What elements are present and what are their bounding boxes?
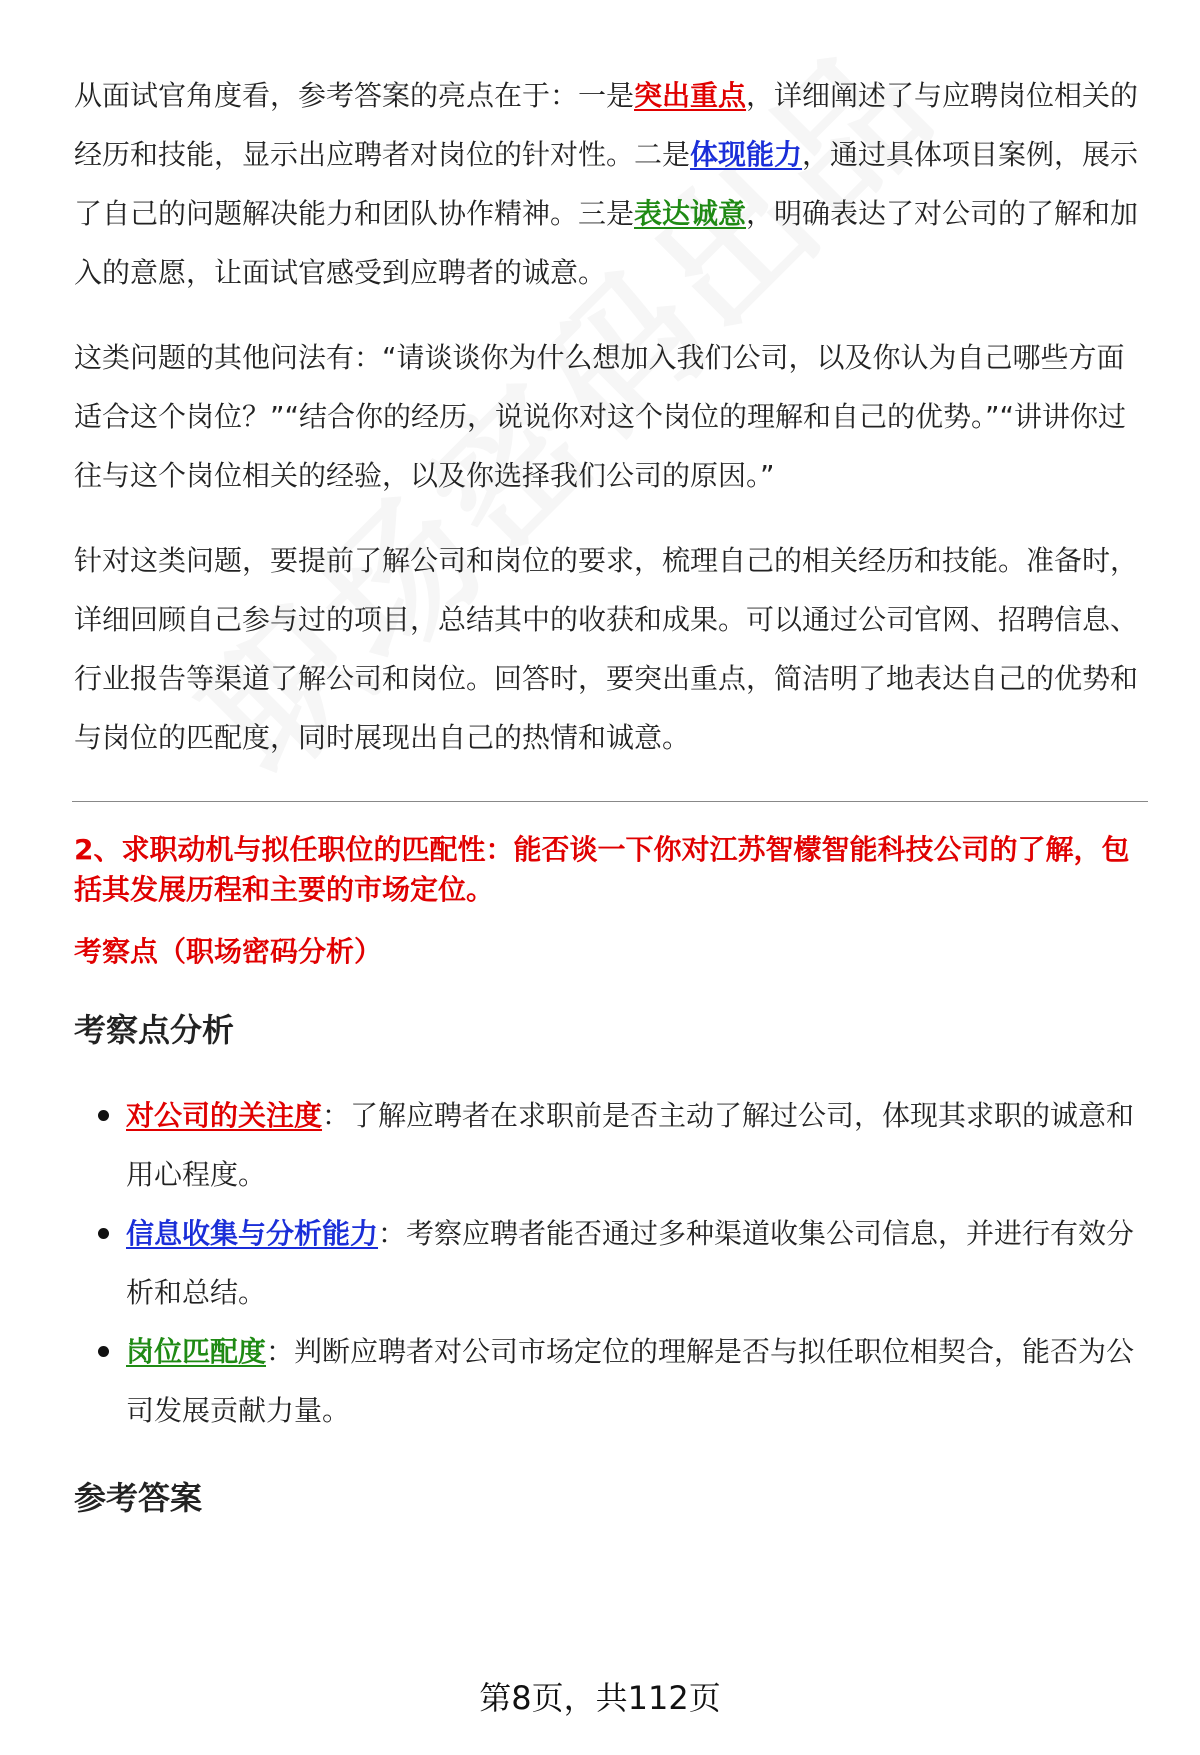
analysis-list (74, 1086, 1148, 1440)
list-item (126, 1322, 1148, 1440)
question-heading: 2、求职动机与拟任职位的匹配性：能否谈一下你对江苏智檬智能科技公司的了解，包括其发展历程和主要的市场定位。 (74, 833, 1130, 906)
bullet-icon (98, 1346, 109, 1357)
highlight-focus: 突出重点 (634, 79, 747, 112)
list-item (126, 1204, 1148, 1322)
point-text: ：了解应聘者在求职前是否主动了解过公司，体现其求职的诚意和用心程度。 (126, 1099, 1135, 1191)
paragraph-text: 从面试官角度看，参考答案的亮点在于：一是 (74, 79, 635, 112)
point-label: 信息收集与分析能力 (126, 1217, 379, 1250)
highlight-sincerity: 表达诚意 (634, 197, 747, 230)
paragraph-text: ，通过具体项目案例，展示了自己的问题解决能力和团队协作精神。三是 (74, 138, 1139, 230)
section-title-analysis: 考察点分析 (74, 1011, 235, 1049)
paragraph-alternatives: 这类问题的其他问法有：“请谈谈你为什么想加入我们公司，以及你认为自己哪些方面适合这个岗位？”“结合你的经历，说说你对这个岗位的理解和自己的优势。”“讲讲你过往与这个岗位相关的经验，以及你选择我们公司的原因。” (74, 341, 1127, 492)
paragraph-highlights (74, 66, 1148, 302)
question-subheading: 考察点（职场密码分析） (74, 935, 383, 968)
point-text: ：考察应聘者能否通过多种渠道收集公司信息，并进行有效分析和总结。 (126, 1217, 1135, 1309)
section-title-answer: 参考答案 (74, 1479, 203, 1517)
paragraph-preparation: 针对这类问题，要提前了解公司和岗位的要求，梳理自己的相关经历和技能。准备时，详细回顾自己参与过的项目，总结其中的收获和成果。可以通过公司官网、招聘信息、行业报告等渠道了解公司和岗位。回答时，要突出重点，简洁明了地表达自己的优势和与岗位的匹配度，同时展现出自己的热情和诚意。 (74, 544, 1139, 754)
point-label: 岗位匹配度 (126, 1335, 267, 1368)
bullet-icon (98, 1228, 109, 1239)
section-divider (72, 801, 1148, 802)
point-text: ：判断应聘者对公司市场定位的理解是否与拟任职位相契合，能否为公司发展贡献力量。 (126, 1335, 1135, 1427)
highlight-ability: 体现能力 (690, 138, 803, 171)
page-footer: 第8页，共112页 (479, 1679, 721, 1717)
bullet-icon (98, 1110, 109, 1121)
page-content (74, 66, 1148, 1554)
list-item (126, 1086, 1148, 1204)
point-label: 对公司的关注度 (126, 1099, 323, 1132)
paragraph-text: ，详细阐述了与应聘岗位相关的经历和技能，显示出应聘者对岗位的针对性。二是 (74, 79, 1139, 171)
paragraph-text: ，明确表达了对公司的了解和加入的意愿，让面试官感受到应聘者的诚意。 (74, 197, 1139, 289)
